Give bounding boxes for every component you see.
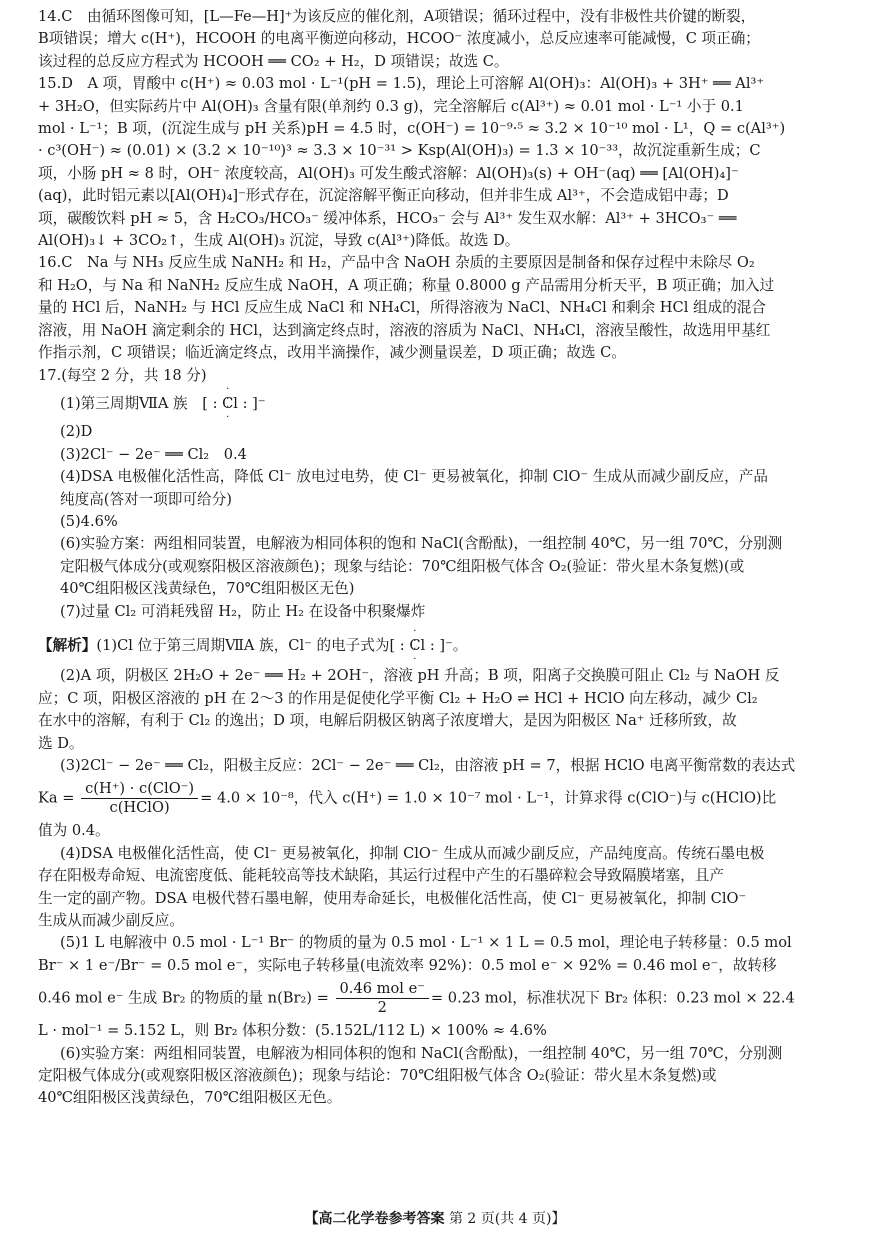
q15-line-1: 15.D A 项，胃酸中 c(H⁺) ≈ 0.03 mol · L⁻¹(pH = 1.5)，理论上可溶解 Al(OH)₃：Al(OH)₃ + 3H⁺ ══ Al³⁺ <box>38 75 765 93</box>
q14-line-2: B项错误；增大 c(H⁺)，HCOOH 的电离平衡逆向移动，HCOO⁻ 浓度减小，总反应速率可能减慢，C 项正确； <box>38 30 760 48</box>
analysis-3-formula-line <box>38 780 838 817</box>
q15-line-2: + 3H₂O，但实际药片中 Al(OH)₃ 含量有限(单剂约 0.3 g)，完全溶解后 c(Al³⁺) ≈ 0.01 mol · L⁻¹ 小于 0.1 <box>38 97 744 115</box>
analysis-4-line-3: 生一定的副产物。DSA 电极代替石墨电解，使用寿命延长，电极催化活性高，使 Cl⁻ 更易被氧化，抑制 ClO⁻ <box>38 889 747 907</box>
analysis-5-formula-rest: = 0.23 mol，标准状况下 Br₂ 体积：0.23 mol × 22.4 <box>430 989 795 1007</box>
analysis-3-formula-rest: = 4.0 × 10⁻⁸，代入 c(H⁺) = 1.0 × 10⁻⁷ mol · L⁻¹，计算求得 c(ClO⁻)与 c(HClO)比 <box>200 789 777 807</box>
q16-line-1: 16.C Na 与 NH₃ 反应生成 NaNH₂ 和 H₂，产品中含 NaOH 杂质的主要原因是制备和保存过程中未除尽 O₂ <box>38 254 755 272</box>
analysis-5-formula-line <box>38 980 838 1017</box>
electron-dots-cl-analysis: ·· Cl ·· <box>409 635 425 657</box>
q17-answer-3: (3)2Cl⁻ − 2e⁻ ══ Cl₂ 0.4 <box>60 445 247 463</box>
q17-answer-4-line-2: 纯度高(答对一项即可给分) <box>60 490 232 508</box>
q17-answer-5: (5)4.6% <box>60 512 118 530</box>
analysis-6-line-3: 40℃组阳极区浅黄绿色，70℃组阳极区无色。 <box>38 1089 342 1107</box>
q17-answer-6-line-1: (6)实验方案：两组相同装置，电解液为相同体积的饱和 NaCl(含酚酞)，一组控制 40℃，另一组 70℃，分别测 <box>60 535 783 553</box>
analysis-5-line-4: L · mol⁻¹ = 5.152 L，则 Br₂ 体积分数：(5.152L/112 L) × 100% ≈ 4.6% <box>38 1022 547 1040</box>
analysis-2-line-3: 在水中的溶解，有利于 Cl₂ 的逸出；D 项，电解后阴极区钠离子浓度增大，是因为阳极区 Na⁺ 迁移所致，故 <box>38 712 737 730</box>
footer-title: 【高二化学卷参考答案 <box>304 1211 445 1227</box>
analysis-3-line-1: (3)2Cl⁻ − 2e⁻ ══ Cl₂，阳极主反应：2Cl⁻ − 2e⁻ ══ Cl₂，由溶液 pH = 7，根据 HClO 电离平衡常数的表达式 <box>60 757 796 774</box>
analysis-2-line-4: 选 D。 <box>38 734 84 752</box>
q17-answer-6-line-3: 40℃组阳极区浅黄绿色，70℃组阳极区无色) <box>60 580 355 598</box>
analysis-4-line-2: 存在阳极寿命短、电流密度低、能耗较高等技术缺陷，其运行过程中产生的石墨碎粒会导致隔膜堵塞，且产 <box>38 867 724 885</box>
q15-line-6: (aq)，此时铝元素以[Al(OH)₄]⁻形式存在，沉淀溶解平衡正向移动，但并非生成 Al³⁺，不会造成铝中毒；D <box>38 187 729 205</box>
q17-answer-7: (7)过量 Cl₂ 可消耗残留 H₂，防止 H₂ 在设备中积聚爆炸 <box>60 602 426 620</box>
question-16-answer <box>38 252 838 364</box>
q17-answer-1 <box>38 393 838 415</box>
electron-dots-cl: ·· Cl ·· <box>222 393 238 415</box>
analysis-3-line-3: 值为 0.4。 <box>38 822 110 840</box>
q16-line-2: 和 H₂O，与 Na 和 NaNH₂ 反应生成 NaOH，A 项正确；称量 0.8000 g 产品需用分析天平，B 项正确；加入过 <box>38 276 775 294</box>
q17-heading: 17.(每空 2 分，共 18 分) <box>38 366 207 384</box>
q16-line-3: 量的 HCl 后，NaNH₂ 与 HCl 反应生成 NaCl 和 NH₄Cl，所得溶液为 NaCl、NH₄Cl 和剩余 HCl 组成的混合 <box>38 299 766 317</box>
analysis-tag: 【解析】 <box>38 636 97 654</box>
q17-a1-prefix: (1)第三周期ⅦA 族 [ : <box>60 394 223 412</box>
q14-line-3: 该过程的总反应方程式为 HCOOH ══ CO₂ + H₂，D 项错误；故选 C。 <box>38 52 509 70</box>
analysis-2-line-1: (2)A 项，阴极区 2H₂O + 2e⁻ ══ H₂ + 2OH⁻，溶液 pH 升高；B 项，阳离子交换膜可阻止 Cl₂ 与 NaOH 反 <box>60 667 780 685</box>
analysis-5-line-2: Br⁻ × 1 e⁻/Br⁻ = 0.5 mol e⁻，实际电子转移量(电流效率 92%)：0.5 mol e⁻ × 92% = 0.46 mol e⁻，故转移 <box>38 956 777 974</box>
q15-line-3: mol · L⁻¹；B 项，(沉淀生成与 pH 关系)pH = 4.5 时，c(OH⁻) = 10⁻⁹·⁵ ≈ 3.2 × 10⁻¹⁰ mol · L¹，Q = c(Al³⁺) <box>38 120 786 138</box>
q15-line-7: 项，碳酸饮料 pH ≈ 5，含 H₂CO₃/HCO₃⁻ 缓冲体系，HCO₃⁻ 会与 Al³⁺ 发生双水解：Al³⁺ + 3HCO₃⁻ ══ <box>38 209 737 227</box>
analysis-6-line-2: 定阳极气体成分(或观察阳极区溶液颜色)；现象与结论：70℃组阳极气体含 O₂(验证：带火星木条复燃)或 <box>38 1067 717 1085</box>
footer-page-number: 第 2 页(共 4 页)】 <box>448 1211 566 1227</box>
q15-line-8: Al(OH)₃↓ + 3CO₂↑，生成 Al(OH)₃ 沉淀，导致 c(Al³⁺)降低。故选 D。 <box>38 232 520 250</box>
analysis-6-line-1: (6)实验方案：两组相同装置，电解液为相同体积的饱和 NaCl(含酚酞)，一组控制 40℃，另一组 70℃，分别测 <box>60 1044 783 1062</box>
question-15-answer <box>38 73 838 252</box>
q14-line-1: 14.C 由循环图像可知，[L—Fe—H]⁺为该反应的催化剂，A项错误；循环过程中，没有非极性共价键的断裂， <box>38 8 756 25</box>
analysis-section <box>38 635 838 1110</box>
analysis-p1-suffix: : ]⁻。 <box>425 636 468 654</box>
ka-denominator: c(HClO) <box>109 799 170 817</box>
ka-label: Ka = <box>38 789 80 807</box>
analysis-p1-prefix: (1)Cl 位于第三周期ⅦA 族，Cl⁻ 的电子式为[ : <box>96 636 410 654</box>
answer-page <box>38 6 838 1110</box>
analysis-4-line-4: 生成从而减少副反应。 <box>38 912 184 930</box>
analysis-4-line-1: (4)DSA 电极催化活性高，使 Cl⁻ 更易被氧化，抑制 ClO⁻ 生成从而减少副反应，产品纯度高。传统石墨电极 <box>60 844 765 862</box>
q17-answer-4-line-1: (4)DSA 电极催化活性高，降低 Cl⁻ 放电过电势，使 Cl⁻ 更易被氧化，抑制 ClO⁻ 生成从而减少副反应，产品 <box>60 468 768 486</box>
question-17-answer <box>38 365 838 623</box>
ka-numerator: c(H⁺) · c(ClO⁻) <box>81 780 198 799</box>
q17-a1-suffix: : ]⁻ <box>237 394 266 412</box>
ka-fraction <box>81 780 198 817</box>
q15-line-4: · c³(OH⁻) ≈ (0.01) × (3.2 × 10⁻¹⁰)³ ≈ 3.3 × 10⁻³¹ > Ksp(Al(OH)₃) = 1.3 × 10⁻³³，故沉淀重新生成；C <box>38 142 761 160</box>
q17-answer-6-line-2: 定阳极气体成分(或观察阳极区溶液颜色)；现象与结论：70℃组阳极气体含 O₂(验证：带火星木条复燃)(或 <box>60 557 745 575</box>
br2-denominator: 2 <box>377 999 387 1017</box>
analysis-2-line-2: 应；C 项，阳极区溶液的 pH 在 2～3 的作用是促使化学平衡 Cl₂ + H₂O ⇌ HCl + HClO 向左移动，减少 Cl₂ <box>38 689 758 707</box>
question-14-answer <box>38 6 838 73</box>
br2-fraction <box>336 980 429 1017</box>
analysis-5-formula-prefix: 0.46 mol e⁻ 生成 Br₂ 的物质的量 n(Br₂) = <box>38 989 334 1007</box>
q15-line-5: 项，小肠 pH ≈ 8 时，OH⁻ 浓度较高，Al(OH)₃ 可发生酸式溶解：Al(OH)₃(s) + OH⁻(aq) ══ [Al(OH)₄]⁻ <box>38 164 739 182</box>
analysis-part-1 <box>38 635 838 657</box>
q16-line-4: 溶液，用 NaOH 滴定剩余的 HCl，达到滴定终点时，溶液的溶质为 NaCl、NH₄Cl，溶液呈酸性，故选用甲基红 <box>38 321 771 339</box>
q16-line-5: 作指示剂，C 项错误；临近滴定终点，改用半滴操作，减少测量误差，D 项正确；故选 C。 <box>38 344 626 362</box>
page-footer <box>0 1208 870 1230</box>
br2-numerator: 0.46 mol e⁻ <box>336 980 429 999</box>
analysis-5-line-1: (5)1 L 电解液中 0.5 mol · L⁻¹ Br⁻ 的物质的量为 0.5 mol · L⁻¹ × 1 L = 0.5 mol，理论电子转移量：0.5 mol <box>60 934 792 952</box>
q17-answer-2: (2)D <box>60 423 93 441</box>
